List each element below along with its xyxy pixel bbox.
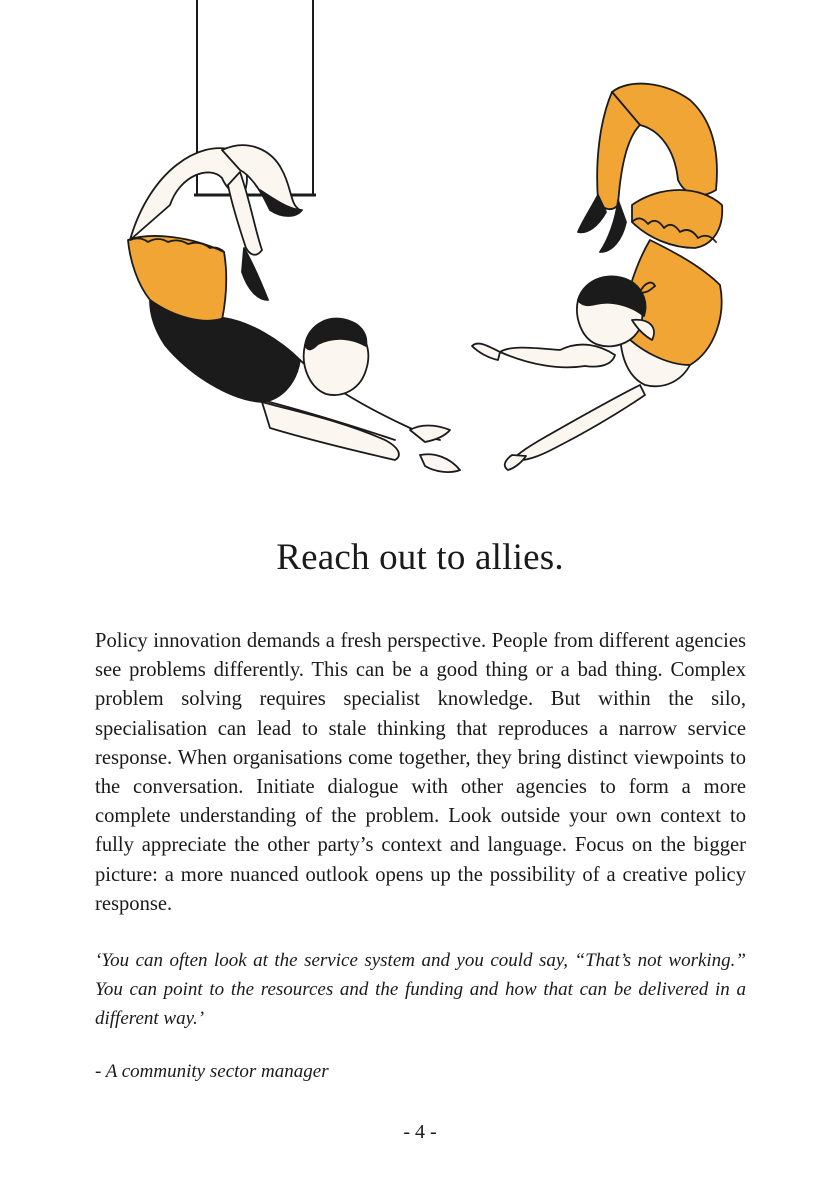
body-paragraph: Policy innovation demands a fresh perspective. People from different agencies see problems differently. This can be a good thing or a bad thing. Complex problem solving requires specialist knowledge. But within the silo, specialisation can lead to stale thinking that reproduces a narrow service response. When organisations come together, they bring distinct viewpoints to the conversation. Initiate dialogue with other agencies to form a more complete understanding of the problem. Look outside your own context to fully appreciate the other party’s context and language. Focus on the bigger picture: a more nuanced outlook opens up the possibility of a creative policy response. [95,630,746,915]
trapeze-artists-illustration [0,0,840,500]
female-acrobat-figure [472,84,722,470]
quote-text: ‘You can often look at the service system and you could say, “That’s not working.” You can point to the resources and the funding and how that can be delivered in a different way.’ [95,950,746,1029]
page-title: Reach out to allies. [276,537,564,578]
quote-attribution: - A community sector manager [95,1061,329,1082]
page-number: - 4 - [403,1121,437,1143]
